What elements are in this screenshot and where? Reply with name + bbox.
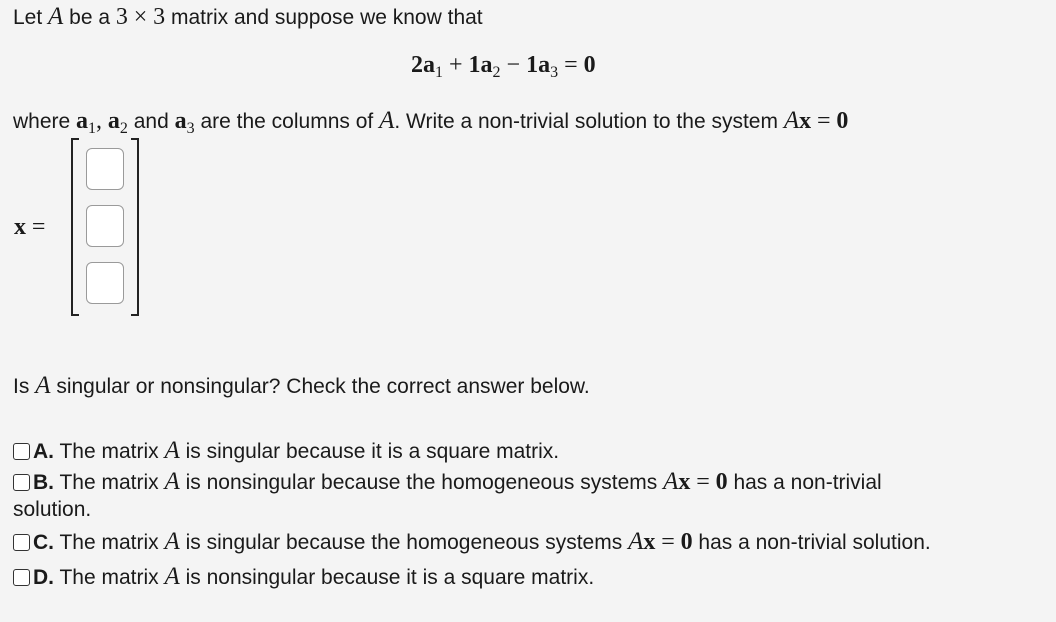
minus-sign: − (506, 52, 521, 78)
matrix-symbol: A (164, 528, 180, 555)
coefficient-1: 2 (411, 52, 423, 78)
equals-sign: = (696, 469, 710, 495)
option-text: solution. (13, 498, 92, 521)
matrix-symbol: A (164, 468, 180, 495)
matrix-symbol: A (35, 372, 51, 399)
equals-sign: = (31, 214, 46, 240)
option-letter: A. (33, 440, 54, 463)
system-matrix-symbol: A (628, 528, 644, 555)
option-letter: D. (33, 566, 54, 589)
matrix-right-bracket (131, 138, 139, 316)
system-x-vector: x (678, 469, 691, 495)
subscript-2: 2 (492, 64, 501, 81)
x-vector-symbol: x (14, 214, 26, 240)
column-a1: a (76, 108, 89, 134)
instruction-text: . Write a non-trivial solution to the system (394, 110, 778, 133)
option-text: has a non-trivial (733, 471, 882, 494)
subscript-3: 3 (550, 64, 559, 81)
subscript-2: 2 (119, 120, 128, 137)
equals-sign: = (564, 52, 578, 78)
matrix-symbol: A (379, 107, 395, 134)
answer-option-b[interactable] (13, 468, 882, 496)
option-text: The matrix (59, 471, 159, 494)
system-matrix-symbol: A (783, 107, 800, 134)
times-symbol: × (133, 4, 148, 30)
answer-option-a[interactable] (13, 437, 559, 465)
option-text: is singular because it is a square matrix. (185, 440, 560, 463)
checkbox-option-c[interactable] (13, 534, 30, 551)
intro-suffix: matrix and suppose we know that (170, 6, 483, 29)
comma: , (96, 108, 103, 134)
option-text: The matrix (59, 440, 159, 463)
intro-prefix: Let (13, 6, 43, 29)
columns-description (13, 107, 848, 138)
option-text: is nonsingular because it is a square matrix. (185, 566, 595, 589)
dimension-cols: 3 (153, 4, 166, 30)
intro-middle: be a (69, 6, 111, 29)
option-text: is singular because the homogeneous systems (185, 531, 623, 554)
system-matrix-symbol: A (663, 468, 679, 495)
equals-sign: = (661, 529, 675, 555)
solution-entry-3[interactable] (86, 262, 124, 304)
solution-entry-2[interactable] (86, 205, 124, 247)
question-text: singular or nonsingular? Check the correct answer below. (56, 375, 590, 398)
and-text: and (133, 110, 169, 133)
column-vector-1: a (423, 52, 435, 78)
coefficient-3: 1 (526, 52, 539, 78)
subscript-3: 3 (186, 120, 195, 137)
answer-option-b-continuation (13, 498, 91, 522)
matrix-symbol: A (48, 3, 64, 30)
system-x-vector: x (799, 108, 812, 134)
columns-text: are the columns of (200, 110, 374, 133)
equals-sign: = (816, 108, 831, 134)
zero-vector: 0 (680, 529, 693, 555)
zero-vector: 0 (836, 108, 849, 134)
solution-entry-1[interactable] (86, 148, 124, 190)
option-text: is nonsingular because the homogeneous systems (185, 471, 658, 494)
column-a2: a (107, 108, 120, 134)
option-text: has a non-trivial solution. (698, 531, 931, 554)
subscript-1: 1 (88, 120, 97, 137)
subscript-1: 1 (435, 64, 443, 81)
answer-option-c[interactable] (13, 528, 931, 556)
dimension-rows: 3 (115, 4, 128, 30)
zero-vector: 0 (715, 469, 728, 495)
column-vector-3: a (538, 52, 551, 78)
option-text: The matrix (59, 566, 159, 589)
option-letter: C. (33, 531, 54, 554)
solution-vector-label (14, 214, 45, 241)
option-text: The matrix (59, 531, 159, 554)
matrix-left-bracket (71, 138, 79, 316)
question-prefix: Is (13, 375, 30, 398)
linear-combination-equation (411, 52, 596, 82)
column-vector-2: a (480, 52, 493, 78)
system-x-vector: x (643, 529, 656, 555)
answer-option-d[interactable] (13, 563, 594, 591)
checkbox-option-a[interactable] (13, 443, 30, 460)
singularity-question (13, 372, 590, 400)
checkbox-option-d[interactable] (13, 569, 30, 586)
option-letter: B. (33, 471, 54, 494)
matrix-symbol: A (164, 563, 180, 590)
checkbox-option-b[interactable] (13, 474, 30, 491)
coefficient-2: 1 (468, 52, 481, 78)
problem-intro (13, 3, 483, 31)
where-text: where (13, 110, 71, 133)
plus-sign: + (449, 52, 463, 78)
zero-vector: 0 (583, 52, 596, 78)
column-a3: a (174, 108, 187, 134)
matrix-symbol: A (164, 437, 180, 464)
